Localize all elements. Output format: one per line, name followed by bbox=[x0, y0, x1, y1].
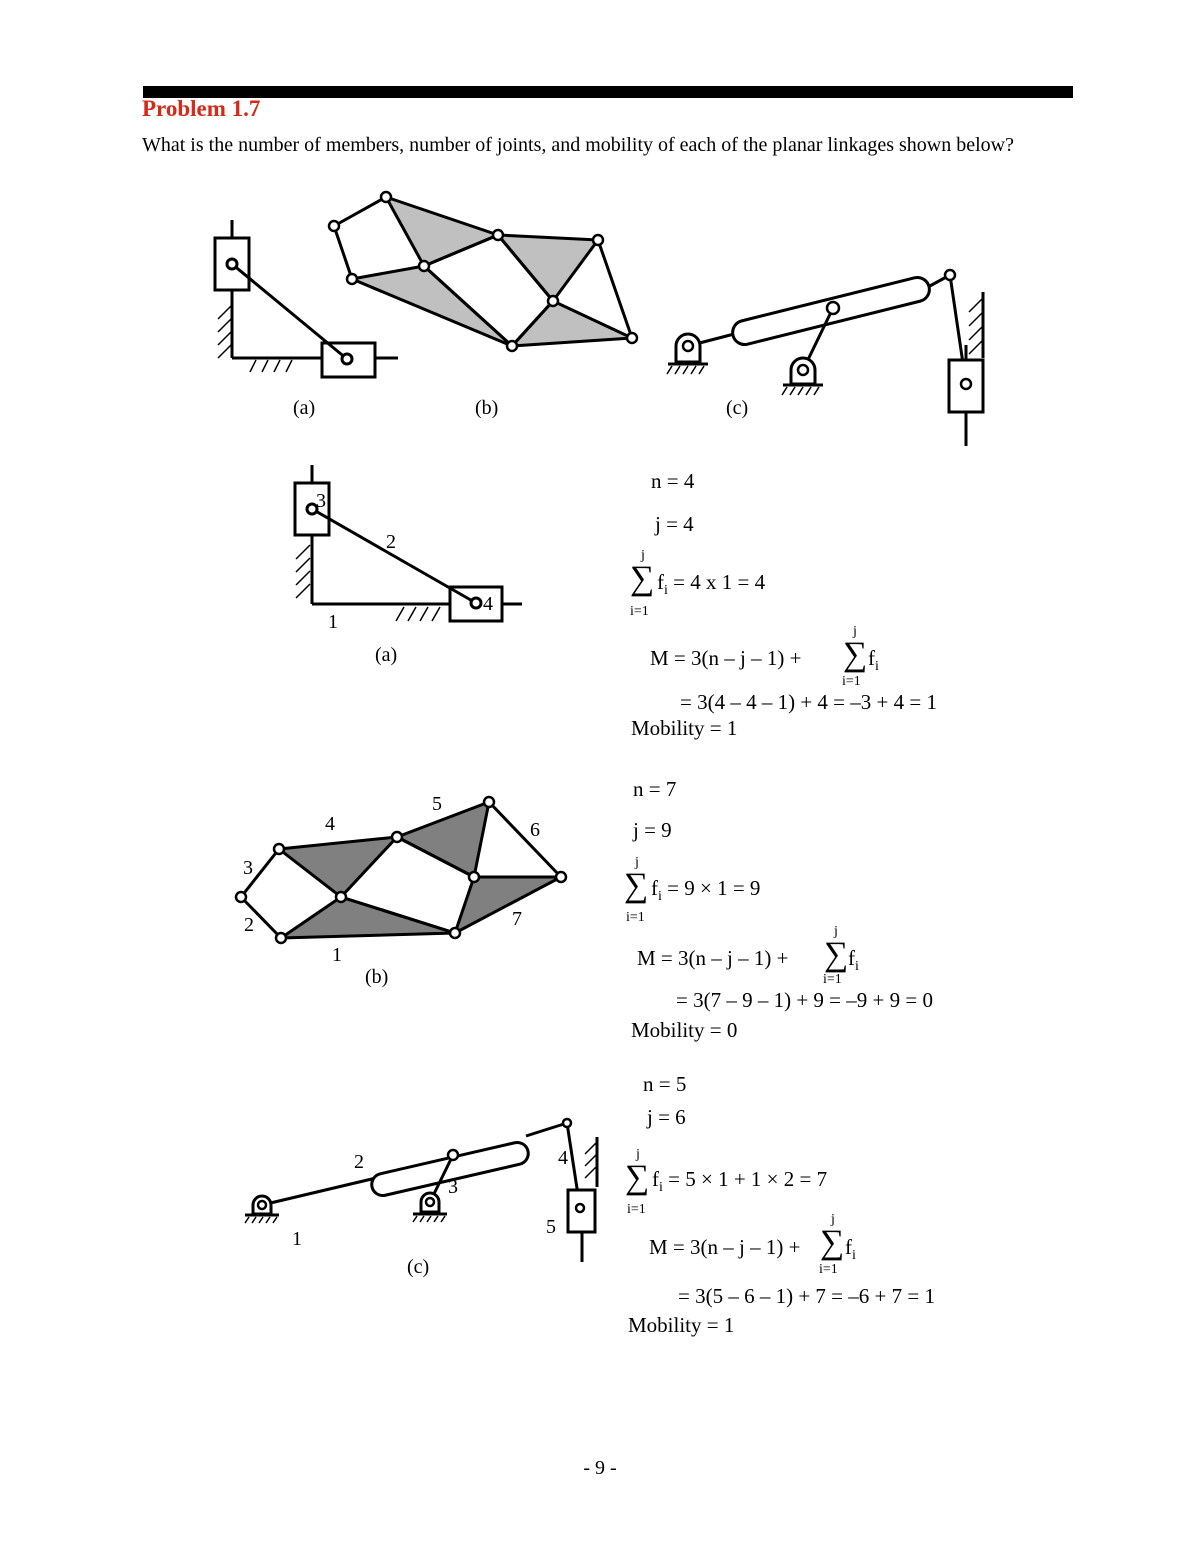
solution-c-mobility-eq: M = 3(n – j – 1) + bbox=[649, 1235, 801, 1259]
sum-lower: i=1 bbox=[627, 1202, 646, 1217]
link-number: 3 bbox=[316, 490, 326, 512]
link-number: 1 bbox=[328, 611, 338, 633]
solution-c-calc: = 3(5 – 6 – 1) + 7 = –6 + 7 = 1 bbox=[678, 1284, 935, 1308]
page-number: - 9 - bbox=[583, 1457, 617, 1479]
top-label-a: (a) bbox=[293, 397, 316, 419]
sum-lower: i=1 bbox=[630, 604, 649, 619]
link-number: 5 bbox=[546, 1216, 556, 1238]
sigma-symbol: ∑ bbox=[843, 636, 868, 673]
sum-term: $f_i = 4$ x 1 = 4 bbox=[657, 570, 766, 599]
sum-lower: i=1 bbox=[842, 674, 861, 689]
link-number: 4 bbox=[558, 1147, 568, 1169]
link-number: 3 bbox=[243, 857, 253, 879]
link-number: 2 bbox=[386, 531, 396, 553]
sum-upper: j bbox=[636, 1147, 640, 1162]
sum-term: $f_i$ bbox=[848, 946, 859, 975]
sum-term: $f_i = 5 \times 1 + 1 \times 2 = 7$ bbox=[652, 1167, 828, 1196]
solution-c-n: n = 5 bbox=[643, 1072, 687, 1096]
solution-b-mobility: Mobility = 0 bbox=[631, 1018, 738, 1042]
sum-upper: j bbox=[831, 1212, 835, 1227]
top-label-b: (b) bbox=[475, 397, 499, 419]
top-label-c: (c) bbox=[726, 397, 749, 419]
sum-term: $f_i = 9 \times 1 = 9$ bbox=[651, 876, 761, 905]
solution-c-j: j = 6 bbox=[647, 1105, 686, 1129]
sum-term: $f_i$ bbox=[868, 646, 879, 675]
link-number: 5 bbox=[432, 793, 442, 815]
label-a: (a) bbox=[375, 644, 398, 666]
sum-upper: j bbox=[641, 548, 645, 563]
sigma-symbol: ∑ bbox=[820, 1224, 845, 1261]
link-number: 4 bbox=[483, 593, 493, 615]
sum-lower: i=1 bbox=[823, 972, 842, 987]
sum-upper: j bbox=[853, 624, 857, 639]
link-number: 6 bbox=[530, 819, 540, 841]
top-linkage-a bbox=[215, 220, 398, 377]
link-number: 1 bbox=[292, 1228, 302, 1250]
link-number: 2 bbox=[244, 914, 254, 936]
sigma-symbol: ∑ bbox=[824, 936, 849, 973]
problem-title: Problem 1.7 bbox=[142, 96, 261, 121]
sum-lower: i=1 bbox=[819, 1262, 838, 1277]
solution-c-mobility: Mobility = 1 bbox=[628, 1313, 735, 1337]
sum-term: $f_i$ bbox=[845, 1235, 856, 1264]
solution-a-n: n = 4 bbox=[651, 469, 695, 493]
solution-a-mobility: Mobility = 1 bbox=[631, 716, 738, 740]
solution-b-calc: = 3(7 – 9 – 1) + 9 = –9 + 9 = 0 bbox=[676, 988, 933, 1012]
label-c: (c) bbox=[407, 1256, 430, 1278]
sum-upper: j bbox=[635, 855, 639, 870]
link-number: 3 bbox=[448, 1176, 458, 1198]
solution-b-mobility-eq: M = 3(n – j – 1) + bbox=[637, 946, 789, 970]
solution-a-calc: = 3(4 – 4 – 1) + 4 = –3 + 4 = 1 bbox=[680, 690, 937, 714]
label-b: (b) bbox=[365, 966, 389, 988]
solution-a-mobility-eq: M = 3(n – j – 1) + bbox=[650, 646, 802, 670]
sigma-symbol: ∑ bbox=[624, 867, 649, 904]
solution-a-j: j = 4 bbox=[655, 512, 694, 536]
link-number: 4 bbox=[325, 813, 335, 835]
link-number: 7 bbox=[512, 908, 522, 930]
problem-statement: What is the number of members, number of joints, and mobility of each of the planar linkages shown below? bbox=[142, 134, 1015, 156]
top-linkage-b bbox=[329, 192, 637, 351]
top-linkage-c bbox=[667, 270, 983, 446]
solution-b-j: j = 9 bbox=[633, 818, 672, 842]
sum-lower: i=1 bbox=[626, 910, 645, 925]
solution-b-n: n = 7 bbox=[633, 777, 677, 801]
sigma-symbol: ∑ bbox=[630, 560, 655, 597]
sigma-symbol: ∑ bbox=[625, 1159, 650, 1196]
link-number: 2 bbox=[354, 1151, 364, 1173]
link-number: 1 bbox=[332, 944, 342, 966]
sum-upper: j bbox=[834, 924, 838, 939]
